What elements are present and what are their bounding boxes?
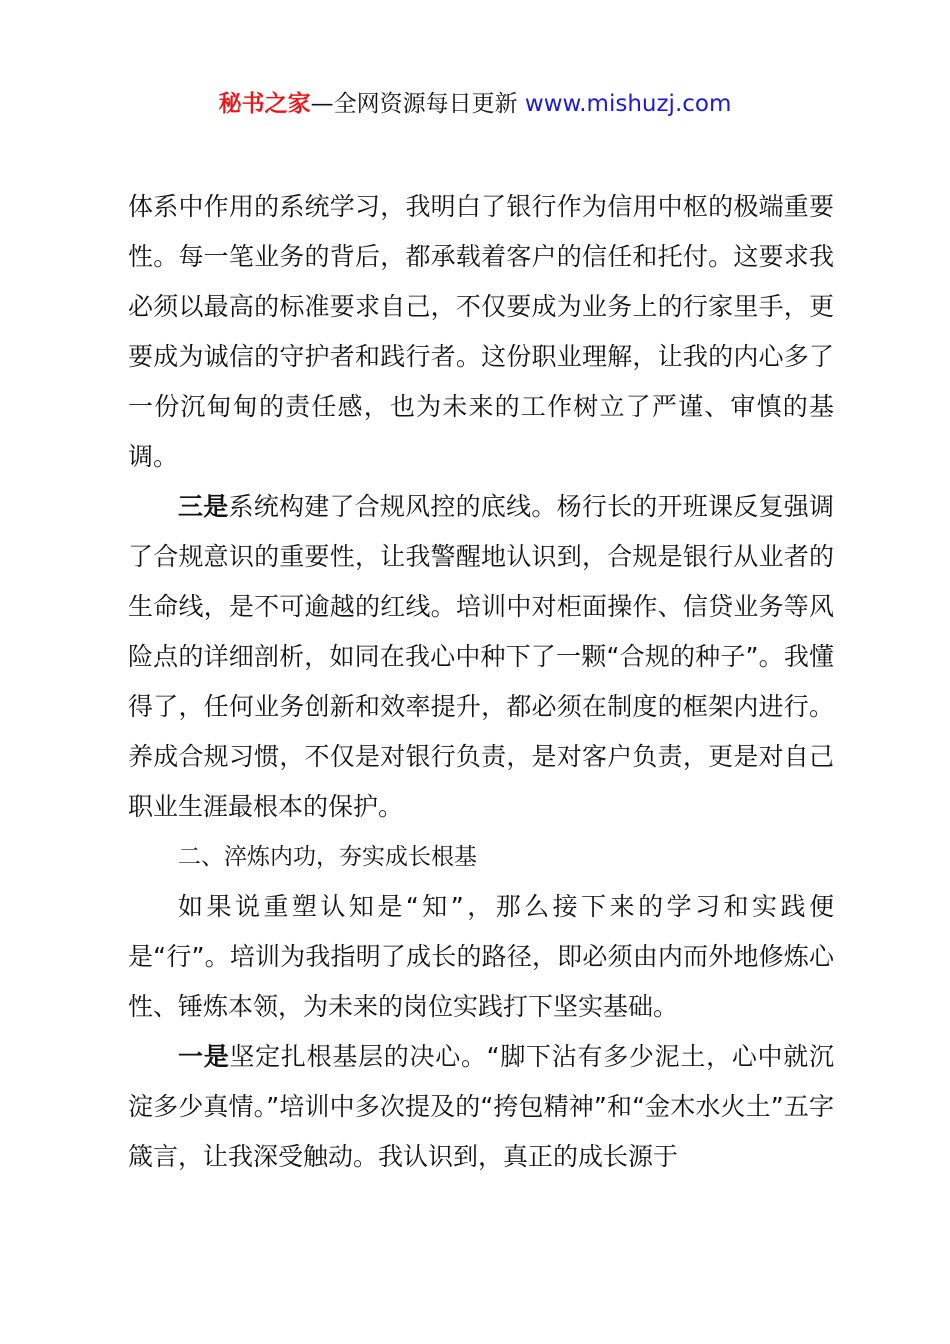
document-body bbox=[128, 182, 834, 1182]
brand-name: 秘书之家 bbox=[218, 91, 311, 117]
paragraph-continuation: 体系中作用的系统学习，我明白了银行作为信用中枢的极端重要性。每一笔业务的背后，都承载着客户的信任和托付。这要求我必须以最高的标准要求自己，不仅要成为业务上的行家里手，更要成为诚信的守护者和践行者。这份职业理解，让我的内心多了一份沉甸甸的责任感，也为未来的工作树立了严谨、审慎的基调。 bbox=[128, 192, 834, 471]
point-one-lead: 一是 bbox=[178, 1042, 230, 1071]
header-tagline: —全网资源每日更新 bbox=[310, 91, 525, 117]
point-three-lead: 三是 bbox=[178, 492, 229, 521]
page-header bbox=[0, 86, 950, 122]
paragraph-point-one bbox=[128, 1032, 834, 1182]
point-one-text: 坚定扎根基层的决心。“脚下沾有多少泥土，心中就沉淀多少真情。”培训中多次提及的“挎包精神”和“金木水火土”五字箴言，让我深受触动。我认识到，真正的成长源于 bbox=[128, 1042, 834, 1171]
point-three-text: 系统构建了合规风控的底线。杨行长的开班课反复强调了合规意识的重要性，让我警醒地认识到，合规是银行从业者的生命线，是不可逾越的红线。培训中对柜面操作、信贷业务等风险点的详细剖析，如同在我心中种下了一颗“合规的种子”。我懂得了，任何业务创新和效率提升，都必须在制度的框架内进行。养成合规习惯，不仅是对银行负责，是对客户负责，更是对自己职业生涯最根本的保护。 bbox=[128, 492, 834, 821]
website-link[interactable]: www.mishuzj.com bbox=[524, 91, 732, 117]
paragraph-intro: 如果说重塑认知是“知”，那么接下来的学习和实践便是“行”。培训为我指明了成长的路径，即必须由内而外地修炼心性、锤炼本领，为未来的岗位实践打下坚实基础。 bbox=[128, 892, 834, 1021]
section-heading-2: 二、淬炼内功，夯实成长根基 bbox=[178, 844, 477, 870]
paragraph-point-three bbox=[128, 482, 834, 832]
